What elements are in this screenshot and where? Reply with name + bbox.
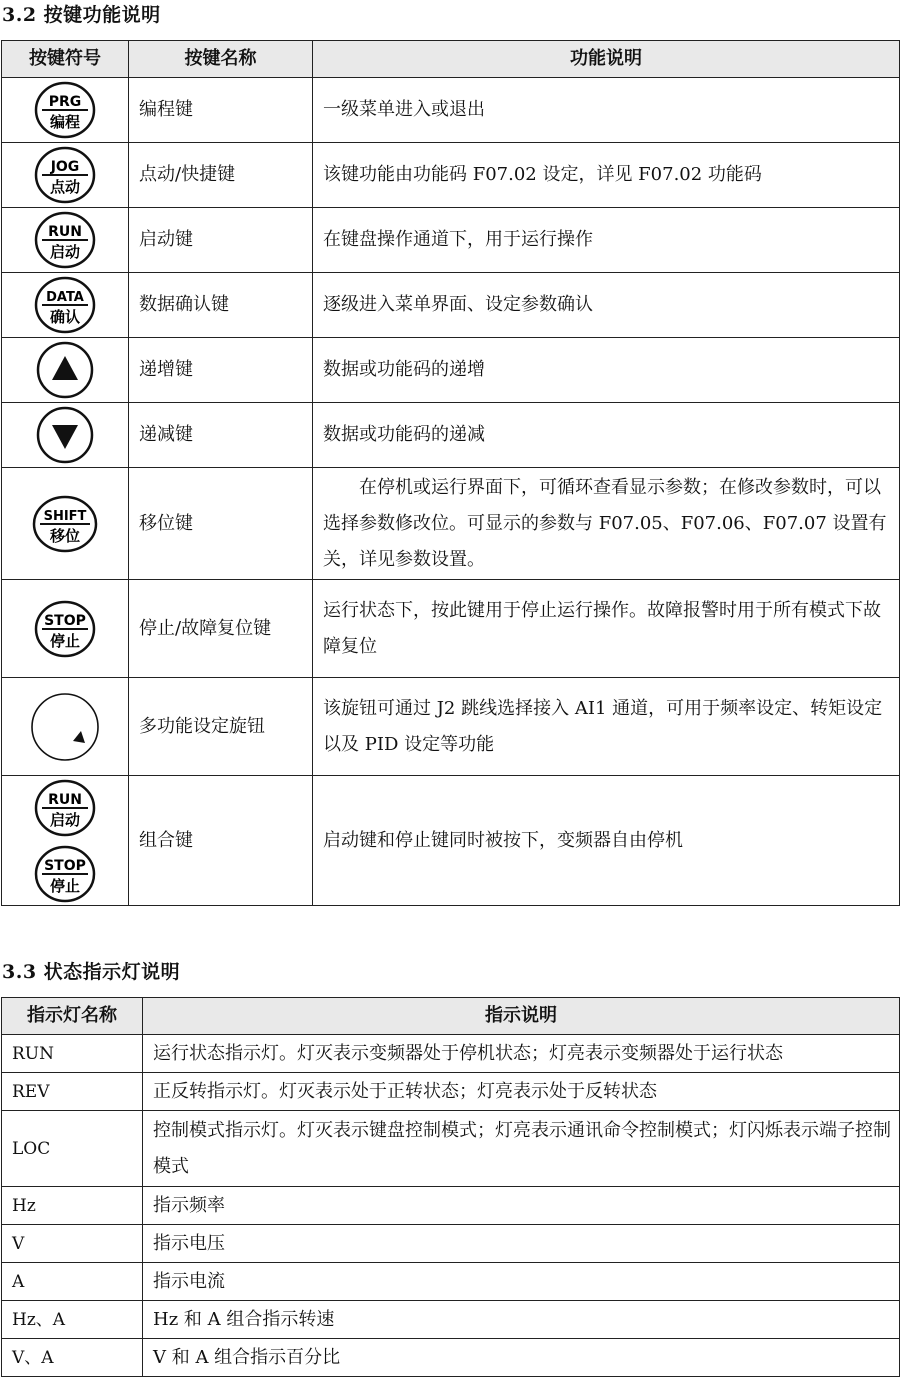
indicator-desc: 指示电流 (143, 1263, 900, 1301)
section-title-leds: 3.3 状态指示灯说明 (2, 961, 181, 983)
key-desc: 在键盘操作通道下，用于运行操作 (313, 208, 900, 273)
key-name: 多功能设定旋钮 (129, 678, 313, 776)
svg-text:启动: 启动 (49, 810, 81, 829)
key-symbol-cell (2, 273, 129, 338)
table-row (2, 338, 900, 403)
svg-text:DATA: DATA (46, 290, 84, 305)
key-desc: 数据或功能码的递增 (313, 338, 900, 403)
table-row (2, 580, 900, 678)
svg-text:移位: 移位 (49, 526, 81, 545)
indicator-desc: 控制模式指示灯。灯灭表示键盘控制模式；灯亮表示通讯命令控制模式；灯闪烁表示端子控制模式 (143, 1111, 900, 1187)
indicator-name: LOC (2, 1111, 143, 1187)
key-symbol-cell (2, 403, 129, 468)
table-row (2, 1301, 900, 1339)
indicator-desc: 指示频率 (143, 1187, 900, 1225)
key-function-table (1, 40, 900, 906)
key-desc: 运行状态下，按此键用于停止运行操作。故障报警时用于所有模式下故障复位 (313, 580, 900, 678)
up-arrow-key-icon (34, 341, 96, 399)
svg-text:JOG: JOG (50, 159, 80, 175)
key-name: 组合键 (129, 776, 313, 906)
key-desc: 在停机或运行界面下，可循环查看显示参数；在修改参数时，可以选择参数修改位。可显示的参数与 F07.05、F07.06、F07.07 设置有关，详见参数设置。 (313, 468, 900, 580)
svg-text:RUN: RUN (48, 791, 82, 808)
svg-text:确认: 确认 (49, 308, 81, 326)
indicator-desc: Hz 和 A 组合指示转速 (143, 1301, 900, 1339)
table-row (2, 1073, 900, 1111)
svg-text:点动: 点动 (49, 178, 81, 196)
header-key-name: 按键名称 (129, 41, 313, 78)
key-symbol-cell (2, 580, 129, 678)
svg-text:STOP: STOP (44, 612, 86, 629)
key-symbol-cell (2, 208, 129, 273)
stop-key-icon (34, 600, 96, 658)
indicator-name: REV (2, 1073, 143, 1111)
key-desc: 一级菜单进入或退出 (313, 78, 900, 143)
down-arrow-key-icon (34, 406, 96, 464)
svg-text:编程: 编程 (49, 113, 81, 131)
key-symbol-cell (2, 678, 129, 776)
knob-icon (29, 691, 101, 763)
table-row (2, 208, 900, 273)
indicator-desc: V 和 A 组合指示百分比 (143, 1339, 900, 1377)
indicator-name: RUN (2, 1035, 143, 1073)
svg-text:RUN: RUN (48, 224, 82, 240)
key-symbol-cell (2, 776, 129, 906)
table-row (2, 776, 900, 906)
indicator-name: Hz (2, 1187, 143, 1225)
table-row (2, 1339, 900, 1377)
indicator-name: A (2, 1263, 143, 1301)
indicator-desc: 指示电压 (143, 1225, 900, 1263)
table-header-row (2, 41, 900, 78)
svg-text:停止: 停止 (49, 631, 81, 650)
table-row (2, 78, 900, 143)
table-row (2, 468, 900, 580)
data-key-icon (34, 276, 96, 334)
svg-text:SHIFT: SHIFT (43, 508, 87, 524)
table-row (2, 1035, 900, 1073)
indicator-name: Hz、A (2, 1301, 143, 1339)
table-row (2, 273, 900, 338)
header-indicator-name: 指示灯名称 (2, 998, 143, 1035)
key-name: 启动键 (129, 208, 313, 273)
indicator-name: V、A (2, 1339, 143, 1377)
header-function: 功能说明 (313, 41, 900, 78)
svg-text:启动: 启动 (49, 243, 81, 261)
key-desc: 逐级进入菜单界面、设定参数确认 (313, 273, 900, 338)
table-header-row (2, 998, 900, 1035)
section-title-keys: 3.2 按键功能说明 (2, 4, 161, 26)
header-key-symbol: 按键符号 (2, 41, 129, 78)
key-desc: 该键功能由功能码 F07.02 设定，详见 F07.02 功能码 (313, 143, 900, 208)
key-name: 数据确认键 (129, 273, 313, 338)
svg-text:PRG: PRG (48, 94, 82, 110)
key-symbol-cell (2, 468, 129, 580)
key-name: 编程键 (129, 78, 313, 143)
indicator-desc: 运行状态指示灯。灯灭表示变频器处于停机状态；灯亮表示变频器处于运行状态 (143, 1035, 900, 1073)
table-row (2, 403, 900, 468)
table-row (2, 1111, 900, 1187)
table-row (2, 678, 900, 776)
key-name: 递增键 (129, 338, 313, 403)
svg-text:停止: 停止 (49, 876, 81, 895)
key-symbol-cell (2, 78, 129, 143)
svg-text:STOP: STOP (44, 857, 86, 874)
run-key-icon (34, 211, 96, 269)
table-row (2, 143, 900, 208)
key-desc: 数据或功能码的递减 (313, 403, 900, 468)
prg-key-icon (34, 81, 96, 139)
shift-key-icon (32, 495, 98, 553)
header-indicator-desc: 指示说明 (143, 998, 900, 1035)
indicator-desc: 正反转指示灯。灯灭表示处于正转状态；灯亮表示处于反转状态 (143, 1073, 900, 1111)
key-symbol-cell (2, 338, 129, 403)
key-name: 递减键 (129, 403, 313, 468)
table-row (2, 1225, 900, 1263)
run-stop-combo-icon (34, 779, 96, 903)
key-symbol-cell (2, 143, 129, 208)
key-name: 移位键 (129, 468, 313, 580)
indicator-name: V (2, 1225, 143, 1263)
table-row (2, 1263, 900, 1301)
key-name: 点动/快捷键 (129, 143, 313, 208)
jog-key-icon (34, 146, 96, 204)
key-desc: 启动键和停止键同时被按下，变频器自由停机 (313, 776, 900, 906)
table-row (2, 1187, 900, 1225)
key-name: 停止/故障复位键 (129, 580, 313, 678)
key-desc: 该旋钮可通过 J2 跳线选择接入 AI1 通道，可用于频率设定、转矩设定以及 PID 设定等功能 (313, 678, 900, 776)
indicator-table (1, 997, 900, 1377)
